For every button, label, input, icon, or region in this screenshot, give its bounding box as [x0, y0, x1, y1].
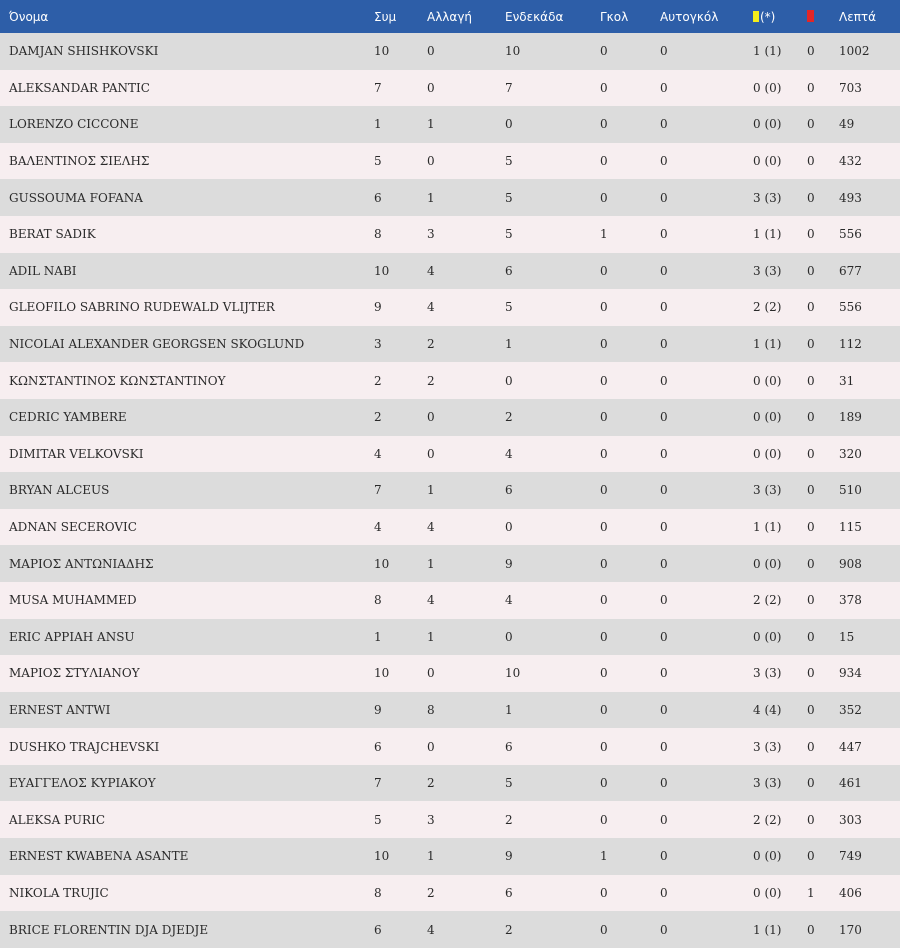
red-cards-cell: 0 [807, 410, 815, 425]
substitutions-cell: 0 [427, 154, 435, 169]
substitutions-cell: 2 [427, 776, 435, 791]
table-header-row [0, 0, 900, 33]
appearances-cell: 1 [374, 629, 382, 644]
table-body [0, 33, 900, 948]
substitutions-cell: 0 [427, 446, 435, 461]
minutes-cell: 115 [839, 520, 862, 535]
table-row [0, 436, 900, 473]
appearances-cell: 8 [374, 227, 382, 242]
red-cards-cell: 0 [807, 227, 815, 242]
red-cards-cell: 0 [807, 922, 815, 937]
own-goals-cell: 0 [660, 300, 668, 315]
yellow-cards-cell: 0 (0) [753, 410, 782, 425]
player-name-cell[interactable]: ADNAN SECEROVIC [9, 520, 137, 535]
starts-cell: 9 [505, 556, 513, 571]
starts-cell: 6 [505, 483, 513, 498]
substitutions-cell: 4 [427, 300, 435, 315]
own-goals-cell: 0 [660, 666, 668, 681]
minutes-cell: 677 [839, 263, 862, 278]
red-cards-cell: 0 [807, 483, 815, 498]
goals-cell: 0 [600, 300, 608, 315]
player-name-cell[interactable]: ΜΑΡΙΟΣ ΑΝΤΩΝΙΑΔΗΣ [9, 556, 154, 571]
appearances-cell: 2 [374, 373, 382, 388]
substitutions-cell: 0 [427, 666, 435, 681]
starts-cell: 4 [505, 446, 513, 461]
player-name-cell[interactable]: ΚΩΝΣΤΑΝΤΙΝΟΣ ΚΩΝΣΤΑΝΤΙΝΟΥ [9, 373, 226, 388]
goals-cell: 0 [600, 80, 608, 95]
yellow-cards-cell: 0 (0) [753, 80, 782, 95]
minutes-cell: 556 [839, 300, 862, 315]
own-goals-cell: 0 [660, 154, 668, 169]
own-goals-cell: 0 [660, 446, 668, 461]
substitutions-cell: 1 [427, 483, 435, 498]
starts-cell: 10 [505, 666, 521, 681]
header-yellow-cards[interactable] [753, 0, 807, 33]
own-goals-cell: 0 [660, 80, 668, 95]
player-name-cell[interactable]: MUSA MUHAMMED [9, 593, 137, 608]
table-row [0, 582, 900, 619]
table-row [0, 545, 900, 582]
table-row [0, 655, 900, 692]
appearances-cell: 8 [374, 885, 382, 900]
minutes-cell: 378 [839, 593, 862, 608]
own-goals-cell: 0 [660, 593, 668, 608]
player-name-cell[interactable]: DUSHKO TRAJCHEVSKI [9, 739, 160, 754]
starts-cell: 0 [505, 520, 513, 535]
own-goals-cell: 0 [660, 739, 668, 754]
yellow-cards-cell: 0 (0) [753, 849, 782, 864]
goals-cell: 0 [600, 593, 608, 608]
red-cards-cell: 0 [807, 520, 815, 535]
own-goals-cell: 0 [660, 263, 668, 278]
red-cards-cell: 0 [807, 739, 815, 754]
substitutions-cell: 8 [427, 702, 435, 717]
player-name-cell[interactable]: ERNEST KWABENA ASANTE [9, 849, 189, 864]
header-goals[interactable]: Γκολ [600, 9, 629, 24]
minutes-cell: 31 [839, 373, 855, 388]
starts-cell: 6 [505, 263, 513, 278]
table-row [0, 179, 900, 216]
goals-cell: 0 [600, 154, 608, 169]
player-name-cell[interactable]: ΕΥΑΓΓΕΛΟΣ ΚΥΡΙΑΚΟΥ [9, 776, 156, 791]
goals-cell: 0 [600, 263, 608, 278]
appearances-cell: 10 [374, 849, 390, 864]
appearances-cell: 9 [374, 300, 382, 315]
red-card-icon [807, 10, 814, 22]
starts-cell: 0 [505, 117, 513, 132]
header-own-goals[interactable]: Αυτογκόλ [660, 9, 719, 24]
minutes-cell: 352 [839, 702, 862, 717]
minutes-cell: 15 [839, 629, 855, 644]
goals-cell: 0 [600, 629, 608, 644]
appearances-cell: 10 [374, 556, 390, 571]
yellow-cards-cell: 3 (3) [753, 483, 782, 498]
substitutions-cell: 4 [427, 922, 435, 937]
table-row [0, 362, 900, 399]
goals-cell: 0 [600, 410, 608, 425]
red-cards-cell: 0 [807, 849, 815, 864]
player-name-cell[interactable]: ΒΑΛΕΝΤΙΝΟΣ ΣΙΕΛΗΣ [9, 154, 150, 169]
table-row [0, 143, 900, 180]
starts-cell: 2 [505, 410, 513, 425]
own-goals-cell: 0 [660, 117, 668, 132]
red-cards-cell: 0 [807, 117, 815, 132]
player-name-cell[interactable]: ΜΑΡΙΟΣ ΣΤΥΛΙΑΝΟΥ [9, 666, 140, 681]
appearances-cell: 4 [374, 520, 382, 535]
minutes-cell: 1002 [839, 44, 870, 59]
starts-cell: 5 [505, 776, 513, 791]
substitutions-cell: 2 [427, 885, 435, 900]
substitutions-cell: 2 [427, 373, 435, 388]
goals-cell: 0 [600, 117, 608, 132]
own-goals-cell: 0 [660, 520, 668, 535]
yellow-cards-cell: 2 (2) [753, 593, 782, 608]
substitutions-cell: 0 [427, 44, 435, 59]
table-row [0, 801, 900, 838]
table-row [0, 509, 900, 546]
substitutions-cell: 0 [427, 739, 435, 754]
goals-cell: 0 [600, 483, 608, 498]
minutes-cell: 432 [839, 154, 862, 169]
goals-cell: 0 [600, 190, 608, 205]
starts-cell: 1 [505, 337, 513, 352]
yellow-cards-cell: 0 (0) [753, 629, 782, 644]
minutes-cell: 170 [839, 922, 862, 937]
substitutions-cell: 0 [427, 410, 435, 425]
substitutions-cell: 1 [427, 117, 435, 132]
substitutions-cell: 1 [427, 629, 435, 644]
header-name[interactable]: Όνομα [9, 9, 49, 24]
starts-cell: 5 [505, 190, 513, 205]
appearances-cell: 8 [374, 593, 382, 608]
table-row [0, 33, 900, 70]
red-cards-cell: 0 [807, 666, 815, 681]
minutes-cell: 934 [839, 666, 862, 681]
substitutions-cell: 1 [427, 190, 435, 205]
goals-cell: 0 [600, 776, 608, 791]
minutes-cell: 406 [839, 885, 862, 900]
player-name-cell[interactable]: ERIC APPIAH ANSU [9, 629, 135, 644]
red-cards-cell: 0 [807, 629, 815, 644]
red-cards-cell: 0 [807, 702, 815, 717]
header-substitutions[interactable]: Αλλαγή [427, 9, 473, 24]
table-row [0, 326, 900, 363]
minutes-cell: 703 [839, 80, 862, 95]
goals-cell: 0 [600, 520, 608, 535]
yellow-cards-cell: 0 (0) [753, 117, 782, 132]
table-row [0, 253, 900, 290]
appearances-cell: 7 [374, 80, 382, 95]
own-goals-cell: 0 [660, 337, 668, 352]
substitutions-cell: 1 [427, 556, 435, 571]
appearances-cell: 5 [374, 812, 382, 827]
yellow-cards-cell: 1 (1) [753, 337, 782, 352]
table-row [0, 728, 900, 765]
red-cards-cell: 0 [807, 154, 815, 169]
starts-cell: 1 [505, 702, 513, 717]
table-row [0, 692, 900, 729]
table-row [0, 106, 900, 143]
table-row [0, 399, 900, 436]
red-cards-cell: 0 [807, 300, 815, 315]
appearances-cell: 10 [374, 263, 390, 278]
appearances-cell: 6 [374, 739, 382, 754]
yellow-cards-cell: 3 (3) [753, 739, 782, 754]
minutes-cell: 493 [839, 190, 862, 205]
yellow-card-icon [753, 11, 759, 22]
own-goals-cell: 0 [660, 812, 668, 827]
red-cards-cell: 0 [807, 446, 815, 461]
own-goals-cell: 0 [660, 227, 668, 242]
red-cards-cell: 0 [807, 44, 815, 59]
minutes-cell: 320 [839, 446, 862, 461]
red-cards-cell: 0 [807, 263, 815, 278]
goals-cell: 0 [600, 373, 608, 388]
minutes-cell: 303 [839, 812, 862, 827]
table-row [0, 875, 900, 912]
starts-cell: 9 [505, 849, 513, 864]
minutes-cell: 49 [839, 117, 855, 132]
goals-cell: 0 [600, 44, 608, 59]
table-row [0, 472, 900, 509]
substitutions-cell: 4 [427, 263, 435, 278]
yellow-cards-cell: 0 (0) [753, 373, 782, 388]
appearances-cell: 6 [374, 190, 382, 205]
yellow-cards-cell: 1 (1) [753, 922, 782, 937]
goals-cell: 0 [600, 337, 608, 352]
player-name-cell[interactable]: BERAT SADIK [9, 227, 96, 242]
yellow-cards-cell: 0 (0) [753, 446, 782, 461]
player-name-cell[interactable]: ALEKSA PURIC [9, 812, 105, 827]
yellow-card-suffix: (*) [760, 9, 776, 24]
goals-cell: 0 [600, 922, 608, 937]
red-cards-cell: 1 [807, 885, 815, 900]
table-row [0, 838, 900, 875]
yellow-cards-cell: 4 (4) [753, 702, 782, 717]
own-goals-cell: 0 [660, 885, 668, 900]
minutes-cell: 749 [839, 849, 862, 864]
yellow-cards-cell: 1 (1) [753, 520, 782, 535]
substitutions-cell: 4 [427, 593, 435, 608]
starts-cell: 5 [505, 227, 513, 242]
appearances-cell: 7 [374, 776, 382, 791]
table-row [0, 289, 900, 326]
player-name-cell[interactable]: ERNEST ANTWI [9, 702, 111, 717]
starts-cell: 10 [505, 44, 521, 59]
substitutions-cell: 1 [427, 849, 435, 864]
table-row [0, 911, 900, 948]
goals-cell: 0 [600, 885, 608, 900]
own-goals-cell: 0 [660, 776, 668, 791]
red-cards-cell: 0 [807, 812, 815, 827]
starts-cell: 5 [505, 300, 513, 315]
own-goals-cell: 0 [660, 849, 668, 864]
appearances-cell: 9 [374, 702, 382, 717]
substitutions-cell: 4 [427, 520, 435, 535]
red-cards-cell: 0 [807, 556, 815, 571]
goals-cell: 1 [600, 849, 608, 864]
own-goals-cell: 0 [660, 702, 668, 717]
minutes-cell: 908 [839, 556, 862, 571]
player-name-cell[interactable]: LORENZO CICCONE [9, 117, 139, 132]
goals-cell: 0 [600, 666, 608, 681]
player-name-cell[interactable]: ALEKSANDAR PANTIC [9, 80, 150, 95]
own-goals-cell: 0 [660, 922, 668, 937]
red-cards-cell: 0 [807, 593, 815, 608]
minutes-cell: 189 [839, 410, 862, 425]
appearances-cell: 4 [374, 446, 382, 461]
starts-cell: 0 [505, 629, 513, 644]
starts-cell: 2 [505, 812, 513, 827]
table-row [0, 619, 900, 656]
player-name-cell[interactable]: ADIL NABI [9, 263, 77, 278]
substitutions-cell: 0 [427, 80, 435, 95]
yellow-cards-cell: 3 (3) [753, 776, 782, 791]
appearances-cell: 6 [374, 922, 382, 937]
appearances-cell: 3 [374, 337, 382, 352]
yellow-cards-cell: 1 (1) [753, 44, 782, 59]
header-starts[interactable]: Ενδεκάδα [505, 9, 564, 24]
goals-cell: 0 [600, 739, 608, 754]
table-row [0, 765, 900, 802]
substitutions-cell: 3 [427, 812, 435, 827]
header-minutes[interactable]: Λεπτά [839, 9, 877, 24]
goals-cell: 0 [600, 702, 608, 717]
table-row [0, 216, 900, 253]
own-goals-cell: 0 [660, 44, 668, 59]
starts-cell: 6 [505, 885, 513, 900]
appearances-cell: 10 [374, 44, 390, 59]
red-cards-cell: 0 [807, 80, 815, 95]
goals-cell: 0 [600, 556, 608, 571]
yellow-cards-cell: 2 (2) [753, 300, 782, 315]
starts-cell: 7 [505, 80, 513, 95]
appearances-cell: 5 [374, 154, 382, 169]
goals-cell: 0 [600, 446, 608, 461]
appearances-cell: 7 [374, 483, 382, 498]
header-appearances[interactable]: Συμ [374, 9, 397, 24]
own-goals-cell: 0 [660, 629, 668, 644]
player-name-cell[interactable]: GLEOFILO SABRINO RUDEWALD VLIJTER [9, 300, 275, 315]
red-cards-cell: 0 [807, 190, 815, 205]
minutes-cell: 112 [839, 337, 862, 352]
player-name-cell[interactable]: GUSSOUMA FOFANA [9, 190, 143, 205]
own-goals-cell: 0 [660, 483, 668, 498]
starts-cell: 4 [505, 593, 513, 608]
own-goals-cell: 0 [660, 410, 668, 425]
starts-cell: 0 [505, 373, 513, 388]
red-cards-cell: 0 [807, 776, 815, 791]
substitutions-cell: 2 [427, 337, 435, 352]
red-cards-cell: 0 [807, 337, 815, 352]
minutes-cell: 510 [839, 483, 862, 498]
own-goals-cell: 0 [660, 373, 668, 388]
player-name-cell[interactable]: DIMITAR VELKOVSKI [9, 446, 144, 461]
player-name-cell[interactable]: BRYAN ALCEUS [9, 483, 110, 498]
starts-cell: 2 [505, 922, 513, 937]
yellow-cards-cell: 1 (1) [753, 227, 782, 242]
header-red-cards[interactable] [807, 0, 839, 33]
appearances-cell: 1 [374, 117, 382, 132]
starts-cell: 6 [505, 739, 513, 754]
appearances-cell: 2 [374, 410, 382, 425]
appearances-cell: 10 [374, 666, 390, 681]
player-name-cell[interactable]: NIKOLA TRUJIC [9, 885, 109, 900]
yellow-cards-cell: 3 (3) [753, 190, 782, 205]
yellow-cards-cell: 3 (3) [753, 263, 782, 278]
player-name-cell[interactable]: DAMJAN SHISHKOVSKI [9, 44, 159, 59]
table-row [0, 70, 900, 107]
own-goals-cell: 0 [660, 556, 668, 571]
goals-cell: 1 [600, 227, 608, 242]
player-name-cell[interactable]: NICOLAI ALEXANDER GEORGSEN SKOGLUND [9, 337, 305, 352]
yellow-cards-cell: 0 (0) [753, 885, 782, 900]
own-goals-cell: 0 [660, 190, 668, 205]
minutes-cell: 461 [839, 776, 862, 791]
goals-cell: 0 [600, 812, 608, 827]
player-name-cell[interactable]: BRICE FLORENTIN DJA DJEDJE [9, 922, 209, 937]
yellow-cards-cell: 0 (0) [753, 154, 782, 169]
substitutions-cell: 3 [427, 227, 435, 242]
minutes-cell: 556 [839, 227, 862, 242]
yellow-cards-cell: 0 (0) [753, 556, 782, 571]
minutes-cell: 447 [839, 739, 862, 754]
yellow-cards-cell: 3 (3) [753, 666, 782, 681]
player-name-cell[interactable]: CEDRIC YAMBERE [9, 410, 127, 425]
yellow-cards-cell: 2 (2) [753, 812, 782, 827]
starts-cell: 5 [505, 154, 513, 169]
red-cards-cell: 0 [807, 373, 815, 388]
